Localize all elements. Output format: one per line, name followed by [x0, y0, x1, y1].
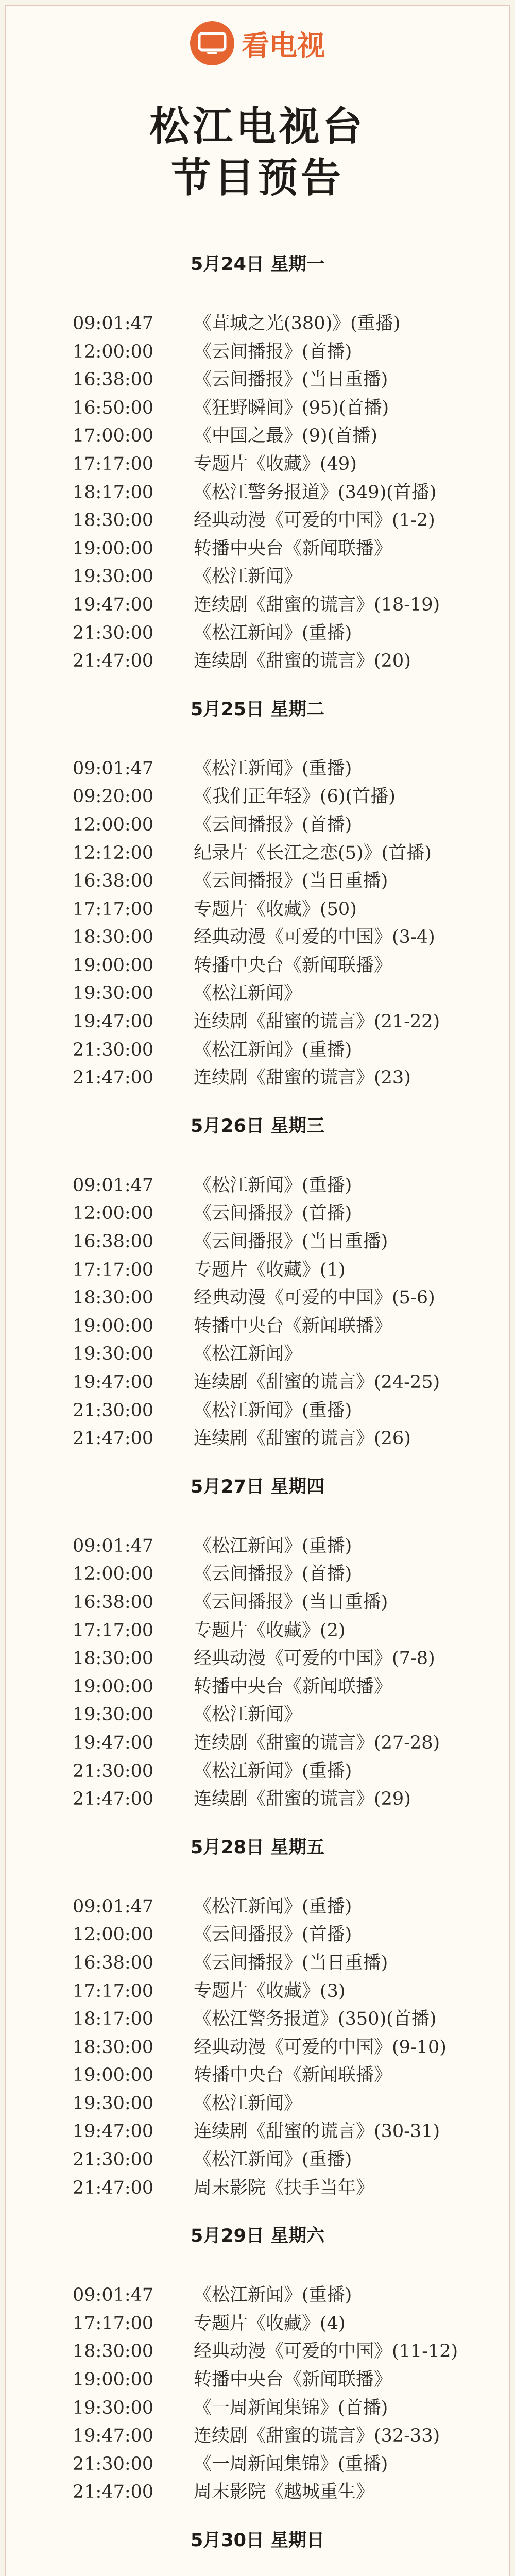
program-row [6, 1425, 509, 1453]
program-row [6, 811, 509, 839]
program-row [6, 422, 509, 450]
day-section [6, 2524, 509, 2576]
program-time: 17:17:00 [73, 1980, 154, 2002]
program-row [6, 755, 509, 783]
program-time: 21:47:00 [73, 1067, 154, 1089]
program-time: 18:17:00 [73, 482, 154, 503]
program-row [6, 1588, 509, 1617]
program-time: 18:30:00 [73, 927, 154, 948]
program-row [6, 2174, 509, 2202]
program-time: 19:00:00 [73, 2065, 154, 2086]
program-time: 12:00:00 [73, 1203, 154, 1224]
program-time: 09:01:47 [73, 1535, 154, 1556]
program-time: 19:47:00 [73, 2426, 154, 2447]
day-section [6, 1110, 509, 1453]
program-row [6, 563, 509, 591]
program-time: 21:30:00 [73, 1760, 154, 1782]
program-time: 19:00:00 [73, 2369, 154, 2391]
program-row [6, 1893, 509, 1921]
program-row [6, 1397, 509, 1425]
tv-icon [190, 21, 234, 65]
program-row [6, 2394, 509, 2422]
program-time: 16:38:00 [73, 369, 154, 391]
program-time: 19:47:00 [73, 1732, 154, 1753]
program-time: 19:47:00 [73, 2121, 154, 2142]
program-time: 19:30:00 [73, 2093, 154, 2114]
program-time: 17:17:00 [73, 1620, 154, 1641]
program-title: 经典动漫《可爱的中国》(1-2) [194, 510, 435, 531]
program-title: 《云间播报》(首播) [194, 814, 352, 835]
brand-badge[interactable] [190, 21, 325, 65]
program-title: 《一周新闻集锦》(重播) [194, 2453, 388, 2475]
program-row [6, 647, 509, 675]
program-title: 专题片《收藏》(50) [194, 899, 357, 920]
program-time: 17:17:00 [73, 899, 154, 920]
program-time: 16:50:00 [73, 397, 154, 418]
day-date: 5月25日 星期二 [190, 699, 325, 720]
program-title: 经典动漫《可爱的中国》(3-4) [194, 927, 435, 948]
program-row [6, 310, 509, 338]
program-title: 《云间播报》(首播) [194, 1564, 352, 1585]
program-row [6, 952, 509, 980]
program-title: 《云间播报》(首播) [194, 341, 352, 362]
brand-label: 看电视 [242, 29, 325, 62]
program-row [6, 2281, 509, 2310]
program-row [6, 338, 509, 366]
program-title: 《松江新闻》 [194, 1704, 302, 1725]
program-time: 18:30:00 [73, 1287, 154, 1309]
program-time: 09:01:47 [73, 1175, 154, 1196]
program-time: 21:30:00 [73, 1400, 154, 1421]
program-title: 《一周新闻集锦》(首播) [194, 2397, 388, 2418]
program-title: 专题片《收藏》(2) [194, 1620, 346, 1641]
program-title: 经典动漫《可爱的中国》(5-6) [194, 1287, 435, 1309]
program-row [6, 1757, 509, 1786]
program-time: 18:30:00 [73, 2341, 154, 2362]
program-time: 21:47:00 [73, 2482, 154, 2503]
page-frame [5, 5, 510, 2576]
program-time: 19:30:00 [73, 2397, 154, 2418]
program-row [6, 1785, 509, 1814]
day-date: 5月29日 星期六 [190, 2226, 325, 2247]
program-time: 18:30:00 [73, 510, 154, 531]
program-row [6, 1949, 509, 1977]
program-title: 《云间播报》(当日重播) [194, 871, 388, 892]
program-row [6, 1340, 509, 1368]
program-row [6, 1036, 509, 1064]
program-row [6, 2005, 509, 2033]
program-title: 转播中央台《新闻联播》 [194, 1676, 392, 1697]
program-time: 18:30:00 [73, 1648, 154, 1669]
program-time: 18:30:00 [73, 2037, 154, 2058]
program-row [6, 1228, 509, 1256]
program-row [6, 2146, 509, 2174]
program-title: 周末影院《扶手当年》 [194, 2177, 374, 2198]
day-date: 5月26日 星期三 [190, 1115, 325, 1137]
program-time: 09:01:47 [73, 313, 154, 334]
program-title: 《中国之最》(9)(首播) [194, 426, 377, 447]
program-title: 连续剧《甜蜜的谎言》(27-28) [194, 1732, 440, 1753]
program-time: 21:47:00 [73, 2177, 154, 2198]
program-title: 转播中央台《新闻联播》 [194, 1315, 392, 1336]
program-time: 09:01:47 [73, 1896, 154, 1917]
program-title: 《云间播报》(首播) [194, 1924, 352, 1945]
program-time: 17:17:00 [73, 453, 154, 474]
day-section [6, 1831, 509, 2202]
program-title: 连续剧《甜蜜的谎言》(18-19) [194, 594, 440, 615]
program-row [6, 506, 509, 535]
program-title: 《松江新闻》 [194, 983, 302, 1004]
program-title: 《云间播报》(当日重播) [194, 1591, 388, 1613]
program-title: 《松江新闻》(重播) [194, 1175, 352, 1196]
program-row [6, 1645, 509, 1673]
program-time: 21:47:00 [73, 1789, 154, 1810]
program-row [6, 450, 509, 479]
page-title [6, 101, 509, 204]
schedule [6, 248, 509, 2576]
program-row [6, 1921, 509, 1949]
day-date: 5月27日 星期四 [190, 1476, 325, 1497]
program-row [6, 1064, 509, 1092]
program-row [6, 895, 509, 924]
program-time: 16:38:00 [73, 1231, 154, 1252]
program-title: 《松江新闻》(重播) [194, 758, 352, 779]
program-row [6, 839, 509, 868]
program-title: 《茸城之光(380)》(重播) [194, 313, 401, 334]
program-title: 连续剧《甜蜜的谎言》(32-33) [194, 2426, 440, 2447]
program-row [6, 1172, 509, 1200]
program-title: 《松江新闻》(重播) [194, 1039, 352, 1060]
program-time: 19:00:00 [73, 538, 154, 559]
program-row [6, 366, 509, 394]
program-title: 连续剧《甜蜜的谎言》(30-31) [194, 2121, 440, 2142]
program-row [6, 1312, 509, 1341]
program-row [6, 1256, 509, 1284]
program-time: 17:00:00 [73, 426, 154, 447]
title-line-1: 松江电视台 [149, 103, 366, 150]
program-time: 09:01:47 [73, 758, 154, 779]
program-time: 19:30:00 [73, 1344, 154, 1365]
program-time: 17:17:00 [73, 2313, 154, 2334]
program-title: 连续剧《甜蜜的谎言》(29) [194, 1789, 411, 1810]
program-title: 连续剧《甜蜜的谎言》(24-25) [194, 1372, 440, 1393]
day-date: 5月28日 星期五 [190, 1837, 325, 1858]
program-time: 12:00:00 [73, 814, 154, 835]
program-time: 19:00:00 [73, 1315, 154, 1336]
program-title: 《云间播报》(首播) [194, 1203, 352, 1224]
program-row [6, 2366, 509, 2394]
program-time: 21:30:00 [73, 2149, 154, 2171]
program-time: 19:47:00 [73, 594, 154, 615]
program-time: 19:00:00 [73, 1676, 154, 1697]
program-row [6, 867, 509, 895]
program-time: 19:47:00 [73, 1011, 154, 1032]
day-date: 5月30日 星期日 [190, 2530, 325, 2551]
program-title: 《松江警务报道》(349)(首播) [194, 482, 437, 503]
program-row [6, 619, 509, 648]
program-row [6, 2478, 509, 2506]
program-title: 《云间播报》(当日重播) [194, 1952, 388, 1973]
program-time: 09:01:47 [73, 2285, 154, 2306]
program-time: 18:17:00 [73, 2009, 154, 2030]
program-time: 21:47:00 [73, 1428, 154, 1449]
program-row [6, 2061, 509, 2090]
day-date: 5月24日 星期一 [190, 254, 325, 275]
program-row [6, 1701, 509, 1729]
program-row [6, 1977, 509, 2006]
program-time: 09:20:00 [73, 786, 154, 807]
program-title: 《松江新闻》(重播) [194, 1760, 352, 1782]
program-time: 21:30:00 [73, 622, 154, 643]
program-title: 《云间播报》(当日重播) [194, 1231, 388, 1252]
program-title: 连续剧《甜蜜的谎言》(21-22) [194, 1011, 440, 1032]
program-row [6, 591, 509, 619]
program-title: 《云间播报》(当日重播) [194, 369, 388, 391]
program-title: 《松江新闻》(重播) [194, 2285, 352, 2306]
program-row [6, 1008, 509, 1036]
program-title: 《松江新闻》(重播) [194, 622, 352, 643]
program-time: 19:30:00 [73, 566, 154, 587]
program-title: 《松江新闻》 [194, 1344, 302, 1365]
program-title: 《我们正年轻》(6)(首播) [194, 786, 396, 807]
program-time: 19:00:00 [73, 955, 154, 976]
program-title: 转播中央台《新闻联播》 [194, 538, 392, 559]
program-title: 专题片《收藏》(3) [194, 1980, 346, 2002]
program-row [6, 394, 509, 422]
program-title: 《松江新闻》(重播) [194, 1896, 352, 1917]
program-title: 转播中央台《新闻联播》 [194, 955, 392, 976]
program-time: 16:38:00 [73, 1952, 154, 1973]
program-time: 16:38:00 [73, 1591, 154, 1613]
program-row [6, 2422, 509, 2450]
program-row [6, 2090, 509, 2118]
program-row [6, 2033, 509, 2062]
program-row [6, 1560, 509, 1588]
program-time: 19:30:00 [73, 1704, 154, 1725]
program-title: 连续剧《甜蜜的谎言》(26) [194, 1428, 411, 1449]
program-title: 经典动漫《可爱的中国》(7-8) [194, 1648, 435, 1669]
program-title: 经典动漫《可爱的中国》(9-10) [194, 2037, 447, 2058]
program-row [6, 2310, 509, 2338]
program-row [6, 1673, 509, 1701]
program-row [6, 1617, 509, 1645]
program-time: 16:38:00 [73, 871, 154, 892]
program-row [6, 1284, 509, 1312]
program-title: 周末影院《越城重生》 [194, 2482, 374, 2503]
day-section [6, 248, 509, 675]
program-time: 17:17:00 [73, 1259, 154, 1280]
program-title: 专题片《收藏》(49) [194, 453, 357, 474]
program-title: 转播中央台《新闻联播》 [194, 2369, 392, 2391]
program-row [6, 1368, 509, 1397]
program-row [6, 2337, 509, 2366]
program-title: 《松江新闻》 [194, 566, 302, 587]
program-time: 21:47:00 [73, 651, 154, 672]
program-title: 《松江新闻》(重播) [194, 1535, 352, 1556]
program-time: 21:30:00 [73, 2453, 154, 2475]
program-time: 21:30:00 [73, 1039, 154, 1060]
program-time: 12:00:00 [73, 1924, 154, 1945]
program-title: 《松江新闻》 [194, 2093, 302, 2114]
title-line-2: 节目预告 [170, 155, 344, 201]
program-title: 转播中央台《新闻联播》 [194, 2065, 392, 2086]
day-section [6, 2219, 509, 2506]
program-title: 专题片《收藏》(4) [194, 2313, 346, 2334]
program-time: 12:00:00 [73, 341, 154, 362]
program-title: 《松江新闻》(重播) [194, 1400, 352, 1421]
program-row [6, 2450, 509, 2479]
program-time: 12:12:00 [73, 842, 154, 863]
program-title: 纪录片《长江之恋(5)》(首播) [194, 842, 432, 863]
program-title: 《狂野瞬间》(95)(首播) [194, 397, 389, 418]
day-section [6, 693, 509, 1092]
program-row [6, 479, 509, 507]
program-row [6, 783, 509, 811]
program-time: 12:00:00 [73, 1564, 154, 1585]
program-title: 经典动漫《可爱的中国》(11-12) [194, 2341, 458, 2362]
program-row [6, 979, 509, 1008]
header [6, 21, 509, 65]
program-row [6, 1532, 509, 1561]
program-title: 连续剧《甜蜜的谎言》(23) [194, 1067, 411, 1089]
program-title: 《松江新闻》(重播) [194, 2149, 352, 2171]
day-section [6, 1470, 509, 1814]
program-row [6, 923, 509, 952]
program-title: 连续剧《甜蜜的谎言》(20) [194, 651, 411, 672]
program-row [6, 1199, 509, 1228]
program-time: 19:30:00 [73, 983, 154, 1004]
program-row [6, 535, 509, 563]
program-title: 《松江警务报道》(350)(首播) [194, 2009, 437, 2030]
program-time: 19:47:00 [73, 1372, 154, 1393]
program-row [6, 1729, 509, 1757]
program-row [6, 2117, 509, 2146]
program-title: 专题片《收藏》(1) [194, 1259, 346, 1280]
